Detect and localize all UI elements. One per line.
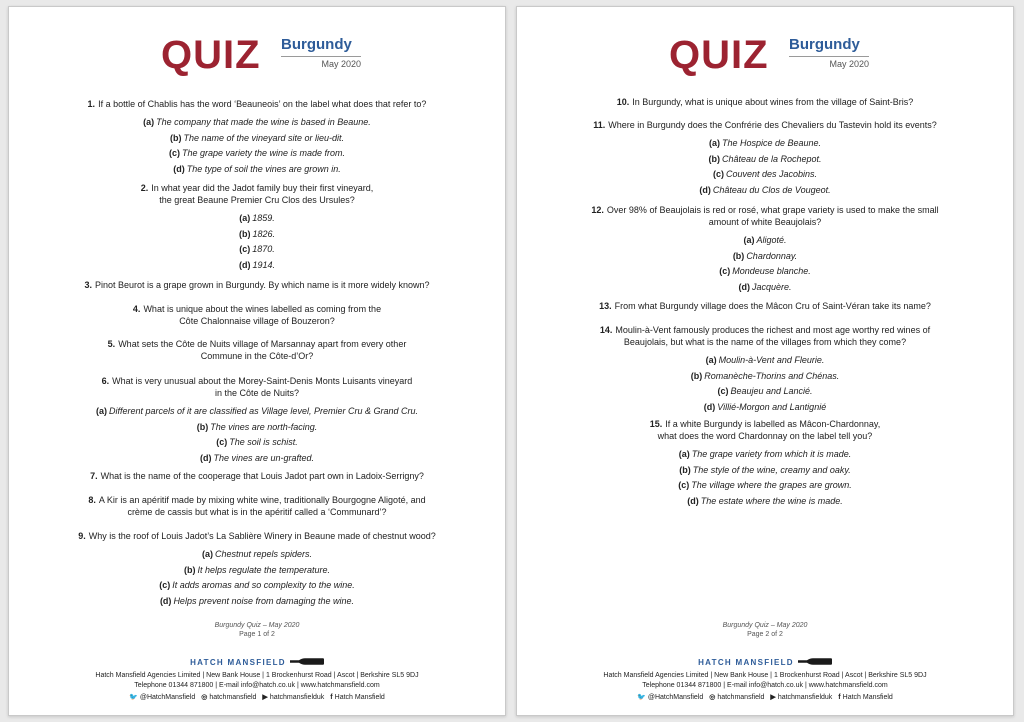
facebook-icon: f	[838, 694, 841, 701]
twitter-icon: 🐦	[637, 694, 646, 701]
question-line: crème de cassis but what is in the apéritif called a ‘Communard’?	[127, 507, 387, 517]
option-letter: (a)	[143, 117, 155, 127]
question-line: amount of white Beaujolais?	[708, 217, 822, 227]
question-text	[517, 119, 1013, 131]
social-link[interactable]	[129, 694, 195, 701]
option-letter: (b)	[732, 250, 745, 261]
option-text: 1826.	[252, 228, 276, 239]
question-text	[517, 204, 1013, 216]
question-block	[9, 279, 505, 291]
question-number: 6.	[101, 376, 110, 386]
question-number: 9.	[78, 531, 86, 541]
option-list	[517, 233, 1013, 295]
answer-option	[9, 258, 505, 274]
answer-option	[9, 547, 505, 563]
social-label: hatchmansfield	[717, 694, 765, 701]
question-text	[517, 430, 1013, 442]
option-text: Romanèche-Thorins and Chénas.	[704, 370, 840, 381]
option-letter: (d)	[738, 281, 750, 292]
option-text: The company that made the wine is based in Beaune.	[156, 117, 371, 127]
question-number: 14.	[599, 325, 613, 335]
quiz-page-1	[8, 6, 506, 716]
answer-option	[9, 131, 505, 147]
option-letter: (d)	[199, 452, 212, 463]
question-text	[517, 216, 1013, 228]
answer-option	[517, 353, 1013, 369]
question-text	[517, 418, 1013, 430]
question-number: 2.	[140, 183, 149, 193]
answer-option	[9, 146, 505, 162]
company-address: Hatch Mansfield Agencies Limited | New Bank House | 1 Brockenhurst Road | Ascot | Berkshire SL5 9DJ	[95, 672, 419, 679]
answer-option	[517, 463, 1013, 479]
social-link[interactable]	[838, 694, 893, 701]
option-letter: (b)	[708, 153, 720, 164]
answer-option	[9, 594, 505, 610]
option-letter: (a)	[96, 406, 108, 416]
answer-option	[517, 152, 1013, 168]
brand-name: HATCH MANSFIELD	[698, 657, 794, 667]
social-link[interactable]	[709, 694, 764, 701]
social-link[interactable]	[770, 694, 832, 701]
instagram-icon: ◎	[709, 694, 716, 701]
question-text	[9, 387, 505, 399]
question-line: Beaujolais, but what is the name of the villages from which they come?	[623, 337, 907, 347]
option-text: The grape variety from which it is made.	[691, 449, 852, 459]
question-text	[9, 350, 505, 362]
page-header	[517, 33, 1013, 83]
option-text: Aligoté.	[756, 235, 787, 245]
question-line: In what year did the Jadot family buy their first vineyard,	[151, 183, 374, 193]
option-letter: (c)	[712, 169, 724, 179]
answer-option	[9, 162, 505, 178]
answer-option	[9, 404, 505, 420]
question-block	[517, 418, 1013, 509]
option-letter: (b)	[238, 228, 251, 239]
question-line: Pinot Beurot is a grape grown in Burgundy. By which name is it more widely known?	[95, 280, 430, 290]
twitter-icon: 🐦	[129, 694, 138, 701]
question-block	[517, 204, 1013, 295]
option-letter: (b)	[690, 370, 703, 381]
question-text	[9, 506, 505, 518]
social-link[interactable]	[201, 694, 256, 701]
question-line: Côte Chalonnaise village of Bouzeron?	[179, 316, 335, 326]
question-text	[9, 98, 505, 110]
answer-option	[517, 400, 1013, 416]
option-text: 1914.	[252, 259, 276, 270]
page-number: Page 2 of 2	[747, 631, 783, 638]
option-list	[9, 404, 505, 466]
question-block	[9, 494, 505, 518]
answer-option	[517, 384, 1013, 400]
social-link[interactable]	[330, 694, 385, 701]
bottle-icon	[290, 653, 324, 671]
instagram-icon: ◎	[201, 694, 208, 701]
answer-option	[517, 183, 1013, 199]
option-text: Jacquère.	[751, 281, 792, 292]
title-block	[281, 35, 361, 69]
quiz-logo: QUIZ	[669, 33, 769, 77]
question-block	[517, 300, 1013, 312]
company-contact: Telephone 01344 871800 | E-mail info@hatch.co.uk | www.hatchmansfield.com	[134, 682, 380, 689]
option-letter: (d)	[703, 401, 716, 412]
question-block	[9, 303, 505, 327]
quiz-title: Burgundy	[281, 35, 361, 57]
page-number: Page 1 of 2	[239, 631, 275, 638]
option-list	[9, 547, 505, 609]
option-list	[517, 353, 1013, 415]
answer-option	[9, 227, 505, 243]
footer-quiz-title: Burgundy Quiz – May 2020	[722, 622, 808, 629]
answer-option	[517, 280, 1013, 296]
quiz-page-2	[516, 6, 1014, 716]
quiz-logo: QUIZ	[161, 33, 261, 77]
option-text: It helps regulate the temperature.	[197, 564, 331, 575]
company-contact: Telephone 01344 871800 | E-mail info@hatch.co.uk | www.hatchmansfield.com	[642, 682, 888, 689]
question-line: Why is the roof of Louis Jadot’s La Sablière Winery in Beaune made of chestnut wood?	[88, 531, 436, 541]
option-letter: (d)	[173, 163, 185, 174]
question-line: Commune in the Côte-d’Or?	[200, 351, 314, 361]
facebook-icon: f	[330, 694, 333, 701]
option-letter: (a)	[201, 549, 213, 559]
question-line: Over 98% of Beaujolais is red or rosé, what grape variety is used to make the small	[606, 205, 939, 215]
answer-option	[9, 211, 505, 227]
option-letter: (d)	[687, 495, 699, 506]
quiz-date: May 2020	[321, 59, 361, 69]
title-block	[789, 35, 869, 69]
question-text	[517, 336, 1013, 348]
footer-quiz-line	[9, 621, 505, 630]
option-text: The type of soil the vines are grown in.	[186, 163, 341, 174]
footer-quiz-title: Burgundy Quiz – May 2020	[214, 622, 300, 629]
social-label: @HatchMansfield	[647, 694, 704, 701]
option-letter: (b)	[679, 464, 691, 475]
question-line: What is very unusual about the Morey-Saint-Denis Monts Luisants vineyard	[112, 376, 413, 386]
question-text	[517, 300, 1013, 312]
question-text	[9, 338, 505, 350]
social-label: hatchmansfielduk	[777, 694, 833, 701]
answer-option	[9, 578, 505, 594]
question-number: 11.	[593, 120, 606, 130]
option-text: The soil is schist.	[229, 437, 298, 447]
social-label: Hatch Mansfield	[334, 694, 385, 701]
social-link[interactable]	[262, 694, 324, 701]
question-number: 13.	[599, 301, 612, 311]
answer-option	[517, 167, 1013, 183]
question-text	[9, 194, 505, 206]
option-letter: (c)	[678, 480, 690, 490]
option-letter: (b)	[183, 564, 196, 575]
question-text	[517, 324, 1013, 336]
question-text	[517, 96, 1013, 108]
answer-option	[517, 249, 1013, 265]
question-line: the great Beaune Premier Cru Clos des Ursules?	[159, 195, 355, 205]
option-text: 1870.	[252, 244, 275, 254]
option-text: The grape variety the wine is made from.	[181, 148, 346, 158]
question-text	[9, 470, 505, 482]
social-label: hatchmansfielduk	[269, 694, 325, 701]
option-letter: (d)	[699, 184, 711, 195]
option-text: Chardonnay.	[746, 250, 798, 261]
question-line: In Burgundy, what is unique about wines from the village of Saint-Bris?	[632, 97, 914, 107]
question-number: 5.	[107, 339, 116, 349]
option-text: Château de la Rochepot.	[721, 153, 822, 164]
youtube-icon: ▶	[770, 694, 776, 701]
question-text	[9, 530, 505, 542]
answer-option	[9, 420, 505, 436]
question-number: 12.	[591, 205, 604, 215]
option-text: Moulin-à-Vent and Fleurie.	[718, 355, 825, 365]
option-text: The vines are north-facing.	[210, 421, 318, 432]
social-label: Hatch Mansfield	[842, 694, 893, 701]
option-text: The name of the vineyard site or lieu-dit.	[183, 132, 345, 143]
question-number: 10.	[616, 97, 630, 107]
option-text: 1859.	[252, 213, 275, 223]
question-line: what does the word Chardonnay on the label tell you?	[657, 431, 873, 441]
answer-option	[9, 451, 505, 467]
answer-option	[517, 369, 1013, 385]
youtube-icon: ▶	[262, 694, 268, 701]
question-number: 8.	[88, 495, 96, 505]
question-line: Where in Burgundy does the Confrérie des Chevaliers du Tastevin hold its events?	[608, 120, 937, 130]
question-text	[9, 315, 505, 327]
option-text: Mondeuse blanche.	[732, 266, 811, 276]
option-letter: (c)	[239, 244, 251, 254]
question-block	[9, 530, 505, 609]
option-letter: (b)	[196, 421, 209, 432]
question-line: in the Côte de Nuits?	[214, 388, 300, 398]
footer-quiz-line	[517, 621, 1013, 630]
brand-name: HATCH MANSFIELD	[190, 657, 286, 667]
question-block	[517, 119, 1013, 198]
option-list	[517, 136, 1013, 198]
option-text: The estate where the wine is made.	[700, 495, 843, 506]
question-line: From what Burgundy village does the Mâcon Cru of Saint-Véran take its name?	[614, 301, 931, 311]
question-block	[517, 96, 1013, 108]
answer-option	[9, 115, 505, 131]
question-line: What sets the Côte de Nuits village of Marsannay apart from every other	[118, 339, 407, 349]
option-letter: (c)	[159, 580, 171, 590]
page-header	[9, 33, 505, 83]
question-line: What is unique about the wines labelled as coming from the	[143, 304, 382, 314]
question-line: Moulin-à-Vent famously produces the richest and most age worthy red wines of	[615, 325, 931, 335]
option-text: The style of the wine, creamy and oaky.	[692, 464, 851, 475]
quiz-title: Burgundy	[789, 35, 869, 57]
social-label: @HatchMansfield	[139, 694, 196, 701]
brand-row	[517, 653, 1013, 667]
company-address: Hatch Mansfield Agencies Limited | New Bank House | 1 Brockenhurst Road | Ascot | Berkshire SL5 9DJ	[603, 672, 927, 679]
answer-option	[9, 563, 505, 579]
question-number: 3.	[84, 280, 92, 290]
question-block	[9, 470, 505, 482]
question-text	[9, 375, 505, 387]
answer-option	[517, 447, 1013, 463]
social-links	[517, 693, 1013, 703]
option-text: Villié-Morgon and Lantignié	[717, 401, 827, 412]
answer-option	[517, 264, 1013, 280]
question-number: 7.	[90, 471, 98, 481]
option-letter: (c)	[719, 266, 731, 276]
social-label: hatchmansfield	[209, 694, 257, 701]
question-text	[9, 182, 505, 194]
option-letter: (c)	[717, 386, 729, 396]
option-text: Château du Clos de Vougeot.	[712, 184, 831, 195]
option-text: Chestnut repels spiders.	[214, 549, 313, 559]
option-letter: (a)	[743, 235, 755, 245]
option-letter: (d)	[238, 259, 251, 270]
question-text	[9, 303, 505, 315]
question-text	[9, 494, 505, 506]
option-text: Different parcels of it are classified as Village level, Premier Cru & Grand Cru.	[109, 406, 418, 416]
option-text: Beaujeu and Lancié.	[730, 386, 813, 396]
question-block	[9, 375, 505, 466]
answer-option	[517, 233, 1013, 249]
option-text: The village where the grapes are grown.	[691, 480, 852, 490]
option-text: The vines are un-grafted.	[213, 452, 315, 463]
option-text: Couvent des Jacobins.	[725, 169, 818, 179]
option-letter: (a)	[708, 138, 720, 148]
option-letter: (c)	[168, 148, 180, 158]
question-line: What is the name of the cooperage that Louis Jadot part own in Ladoix-Serrigny?	[100, 471, 424, 481]
answer-option	[9, 435, 505, 451]
bottle-icon	[798, 653, 832, 671]
quiz-date: May 2020	[829, 59, 869, 69]
option-list	[9, 115, 505, 177]
social-link[interactable]	[637, 694, 703, 701]
option-letter: (c)	[216, 437, 228, 447]
answer-option	[9, 242, 505, 258]
question-number: 1.	[87, 99, 96, 109]
option-letter: (a)	[239, 213, 251, 223]
brand-row	[9, 653, 505, 667]
social-links	[9, 693, 505, 703]
question-block	[9, 182, 505, 273]
page-footer	[9, 621, 505, 703]
answer-option	[517, 136, 1013, 152]
question-line: A Kir is an apéritif made by mixing white wine, traditionally Bourgogne Aligoté, and	[98, 495, 426, 505]
option-text: The Hospice de Beaune.	[721, 138, 822, 148]
question-number: 15.	[649, 419, 663, 429]
question-block	[517, 324, 1013, 415]
option-list	[517, 447, 1013, 509]
answer-option	[517, 478, 1013, 494]
question-text	[9, 279, 505, 291]
answer-option	[517, 494, 1013, 510]
question-number: 4.	[132, 304, 141, 314]
question-line: If a white Burgundy is labelled as Mâcon-Chardonnay,	[665, 419, 881, 429]
option-list	[9, 211, 505, 273]
option-letter: (a)	[705, 355, 717, 365]
question-line: If a bottle of Chablis has the word ‘Beauneois’ on the label what does that refer to?	[98, 99, 427, 109]
question-block	[9, 338, 505, 362]
option-letter: (b)	[169, 132, 182, 143]
option-letter: (d)	[159, 595, 172, 606]
page-footer	[517, 621, 1013, 703]
option-text: Helps prevent noise from damaging the wine.	[173, 595, 355, 606]
question-block	[9, 98, 505, 177]
option-letter: (a)	[678, 449, 690, 459]
option-text: It adds aromas and so complexity to the wine.	[172, 580, 355, 590]
